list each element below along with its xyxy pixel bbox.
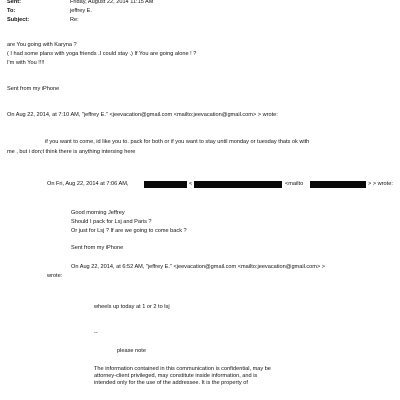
to-value: jeffrey E. [70, 8, 92, 14]
question-line-2: Or just for Lsj ? If are we going to come back ? [71, 228, 187, 234]
to-label: To: [7, 8, 16, 14]
body-line-2: ( I had some plans with yoga friends .I could stay .) If You are going alone ! ? [7, 51, 197, 57]
redaction-box [310, 181, 366, 188]
sent-label: Sent: [7, 0, 21, 5]
body-line-1: are You going with Karyna ? [7, 42, 77, 48]
quote2-mailto: <mailto [285, 181, 304, 187]
sent-value: Friday, August 22, 2014 11:15 AM [70, 0, 154, 5]
question-line-1: Should I pack for Lsj and Paris ? [71, 219, 152, 225]
redaction-box [194, 181, 282, 188]
quote2-prefix: On Fri, Aug 22, 2014 at 7:06 AM, [47, 181, 129, 187]
body-line-3: I'm with You !!!! [7, 60, 45, 66]
sent-from-iphone-1: Sent from my iPhone [7, 86, 60, 92]
wheels-up-text: wheels up today at 1 or 2 to lsj [94, 304, 170, 310]
greeting: Good morning Jeffrey [71, 210, 125, 216]
quote3-header: On Aug 22, 2014, at 6:52 AM, "jeffrey E." <jeevacation@gmail.com <mailto:jeevacation@gmail.com> > [71, 264, 326, 270]
quote2-lt: < [189, 181, 193, 187]
quote3-wrote: wrote: [47, 273, 63, 279]
sent-from-iphone-2: Sent from my iPhone [71, 245, 124, 251]
please-note: please note [117, 348, 146, 354]
signature-dashes: -- [94, 330, 98, 336]
redaction-box [144, 181, 187, 188]
quote1-header: On Aug 22, 2014, at 7:10 AM, "jeffrey E." <jeevacation@gmail.com <mailto:jeevacation@gmail.com> > wrote: [7, 112, 278, 118]
subject-value: Re: [70, 17, 79, 23]
quote2-suffix: > > wrote: [368, 181, 393, 187]
subject-label: Subject: [7, 17, 30, 23]
quote1-line-1: if you want to come, id like you to. pack for both or if you want to stay until monday or tuesday thats ok with [45, 139, 310, 145]
disclaimer-text: The information contained in this communication is confidential, may be attorney-client privileged, may constitute inside information, and is intended only for the use of the addressee. It is the property of [94, 366, 271, 386]
quote1-line-2: me , but i don;t think there is anything intersing here [7, 149, 136, 155]
